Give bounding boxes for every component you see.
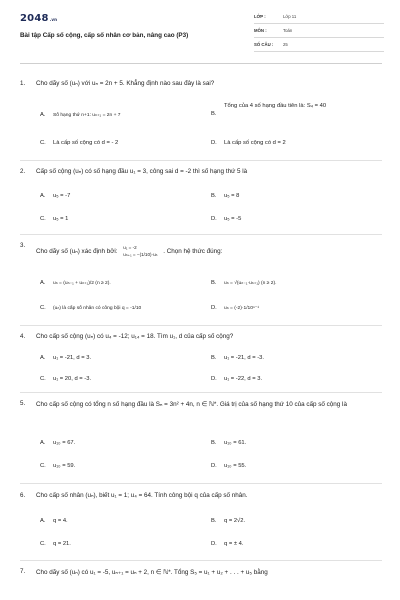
meta-count-row	[254, 41, 384, 52]
question-number: 5.	[20, 400, 26, 407]
answer-option-d[interactable]	[211, 140, 286, 147]
question-divider	[20, 160, 382, 161]
question-number: 3.	[20, 242, 26, 249]
option-text: u₅ = -7	[53, 193, 71, 199]
answer-option-b[interactable]	[211, 440, 246, 447]
option-text: u₅ = 1	[53, 216, 69, 222]
question-stem: Cấp số cộng (uₙ) có số hạng đầu u₁ = 3, công sai d = -2 thì số hạng thứ 5 là	[36, 168, 248, 175]
option-text: u₅ = -5	[224, 216, 242, 222]
option-label: C.	[40, 463, 46, 469]
question-1	[20, 80, 382, 152]
answer-option-d[interactable]	[211, 305, 259, 312]
option-label: B.	[211, 193, 217, 199]
answer-option-d[interactable]	[211, 216, 241, 223]
option-label: D.	[211, 305, 217, 311]
option-text: u₁ = -22, d = 3.	[224, 376, 263, 382]
option-label: D.	[211, 463, 217, 469]
answer-option-a[interactable]	[40, 280, 111, 287]
option-label: C.	[40, 216, 46, 222]
question-number: 4.	[20, 333, 26, 340]
question-5	[20, 400, 382, 480]
answer-option-a[interactable]	[40, 112, 121, 119]
option-text: q = 21.	[53, 541, 71, 547]
question-stem: Cho cấp số cộng có tổng n số hạng đầu là Sₙ = 3n² + 4n, n ∈ ℕ*. Giá trị của số hạng thứ 10 của cấp số cộng là	[36, 401, 347, 408]
meta-class-value: Lớp 11	[283, 14, 297, 19]
document-header	[0, 0, 400, 58]
meta-subject-label: MÔN :	[254, 28, 267, 33]
option-label: C.	[40, 305, 46, 311]
question-stem	[36, 244, 381, 259]
answer-option-d[interactable]	[211, 376, 262, 383]
option-label: D.	[211, 216, 217, 222]
option-text: q = 4.	[53, 518, 68, 524]
question-7	[20, 568, 382, 596]
option-label: A.	[40, 440, 46, 446]
option-text: q = ± 4.	[224, 541, 244, 547]
system-line-1: u₁ = -2	[123, 245, 137, 250]
option-label: A.	[40, 193, 46, 199]
answer-option-c[interactable]	[40, 463, 75, 470]
option-text: u₁₀ = 59.	[53, 463, 76, 469]
recurrence-system	[123, 244, 157, 259]
option-text: u₁ = 20, d = -3.	[53, 376, 92, 382]
option-label: B.	[211, 518, 217, 524]
option-label: D.	[211, 140, 217, 146]
option-label: B.	[211, 440, 217, 446]
question-stem: Cho dãy số (uₙ) có u₁ = -5, uₙ₊₁ = uₙ + 2, n ∈ ℕ*. Tổng S₅ = u₁ + u₂ + . . . + u₅ bằng	[36, 569, 268, 576]
question-6	[20, 492, 382, 552]
answer-option-b[interactable]	[211, 193, 239, 200]
option-label: A.	[40, 112, 46, 118]
system-line-2: uₙ₊₁ = −(1/10)·uₙ	[123, 252, 158, 258]
option-text: (uₙ) là cấp số nhân có công bội q = -1/10	[53, 306, 142, 311]
answer-option-a[interactable]	[40, 355, 91, 362]
question-divider	[20, 325, 382, 326]
stem-text: Cho dãy số (uₙ) xác định bởi:	[36, 248, 118, 256]
question-divider	[20, 560, 382, 561]
answer-option-c[interactable]	[40, 541, 71, 548]
option-text: uₙ = (uₙ₋₁ + uₙ₊₁)/2 (n ≥ 2).	[53, 281, 111, 286]
option-label: A.	[40, 518, 46, 524]
option-label: D.	[211, 541, 217, 547]
option-label: C.	[40, 376, 46, 382]
option-text: Số hạng thứ n+1: uₙ₊₁ = 2n + 7	[53, 113, 121, 118]
question-divider	[20, 234, 382, 235]
option-text: u₅ = 8	[224, 193, 240, 199]
logo-suffix: .vn	[49, 17, 58, 22]
option-text: u₁ = -21, d = -3.	[224, 355, 264, 361]
option-text: q = 2√2.	[224, 518, 246, 524]
question-3	[20, 242, 382, 324]
option-label: B.	[211, 280, 217, 286]
answer-option-a[interactable]	[40, 518, 68, 525]
answer-option-b[interactable]	[211, 102, 376, 118]
answer-option-c[interactable]	[40, 140, 118, 147]
question-number: 6.	[20, 492, 26, 499]
answer-option-c[interactable]	[40, 376, 91, 383]
answer-option-d[interactable]	[211, 463, 246, 470]
stem-text-end: . Chọn hệ thức đúng:	[163, 248, 223, 256]
question-divider	[20, 483, 382, 484]
meta-class-row	[254, 13, 384, 24]
option-text: Là cấp số cộng có d = - 2	[53, 140, 119, 146]
option-label: B.	[211, 111, 217, 117]
meta-subject-value: Toán	[283, 28, 293, 33]
option-label: B.	[211, 355, 217, 361]
option-text: u₁ = -21, d = 3.	[53, 355, 92, 361]
answer-option-b[interactable]	[211, 518, 245, 525]
option-text: Tổng của 4 số hạng đầu tiên là: S₄ = 40	[224, 103, 327, 109]
site-logo[interactable]	[20, 13, 57, 26]
answer-option-d[interactable]	[211, 541, 243, 548]
answer-option-c[interactable]	[40, 305, 141, 312]
header-divider	[20, 63, 382, 64]
answer-option-b[interactable]	[211, 280, 276, 287]
option-label: A.	[40, 280, 46, 286]
question-number: 1.	[20, 80, 26, 87]
meta-class-label: LỚP :	[254, 14, 266, 19]
option-text: uₙ = (-2)·1/10ⁿ⁻¹	[224, 306, 259, 311]
question-2	[20, 168, 382, 230]
option-label: C.	[40, 541, 46, 547]
meta-subject-row	[254, 27, 384, 38]
option-label: C.	[40, 140, 46, 146]
question-divider	[20, 392, 382, 393]
question-stem: Cho cấp số cộng (uₙ) có u₄ = -12; u₁₄ = 18. Tìm u₁, d của cấp số cộng?	[36, 333, 234, 340]
answer-option-b[interactable]	[211, 355, 264, 362]
meta-count-label: SỐ CÂU :	[254, 42, 274, 47]
page-title: Bài tập Cấp số cộng, cấp số nhân cơ bản, nâng cao (P3)	[20, 32, 189, 39]
answer-option-a[interactable]	[40, 193, 70, 200]
document-meta	[254, 13, 384, 55]
question-4	[20, 333, 382, 388]
question-stem: Cho dãy số (uₙ) với uₙ = 2n + 5. Khẳng định nào sau đây là sai?	[36, 80, 215, 87]
question-number: 2.	[20, 168, 26, 175]
meta-count-value: 25	[283, 42, 288, 47]
answer-option-c[interactable]	[40, 216, 68, 223]
option-text: uₙ = √(uₙ₋₁·uₙ₊₁) (n ≥ 2).	[224, 281, 277, 286]
question-number: 7.	[20, 568, 26, 575]
option-text: u₁₀ = 55.	[224, 463, 247, 469]
logo-text: 2048	[20, 13, 49, 24]
question-stem: Cho cấp số nhân (uₙ), biết u₁ = 1; u₄ = 64. Tính công bội q của cấp số nhân.	[36, 492, 248, 499]
option-text: Là cấp số cộng có d = 2	[224, 140, 286, 146]
option-label: A.	[40, 355, 46, 361]
answer-option-a[interactable]	[40, 440, 75, 447]
option-text: u₁₀ = 61.	[224, 440, 247, 446]
option-label: D.	[211, 376, 217, 382]
option-text: u₁₀ = 67.	[53, 440, 76, 446]
